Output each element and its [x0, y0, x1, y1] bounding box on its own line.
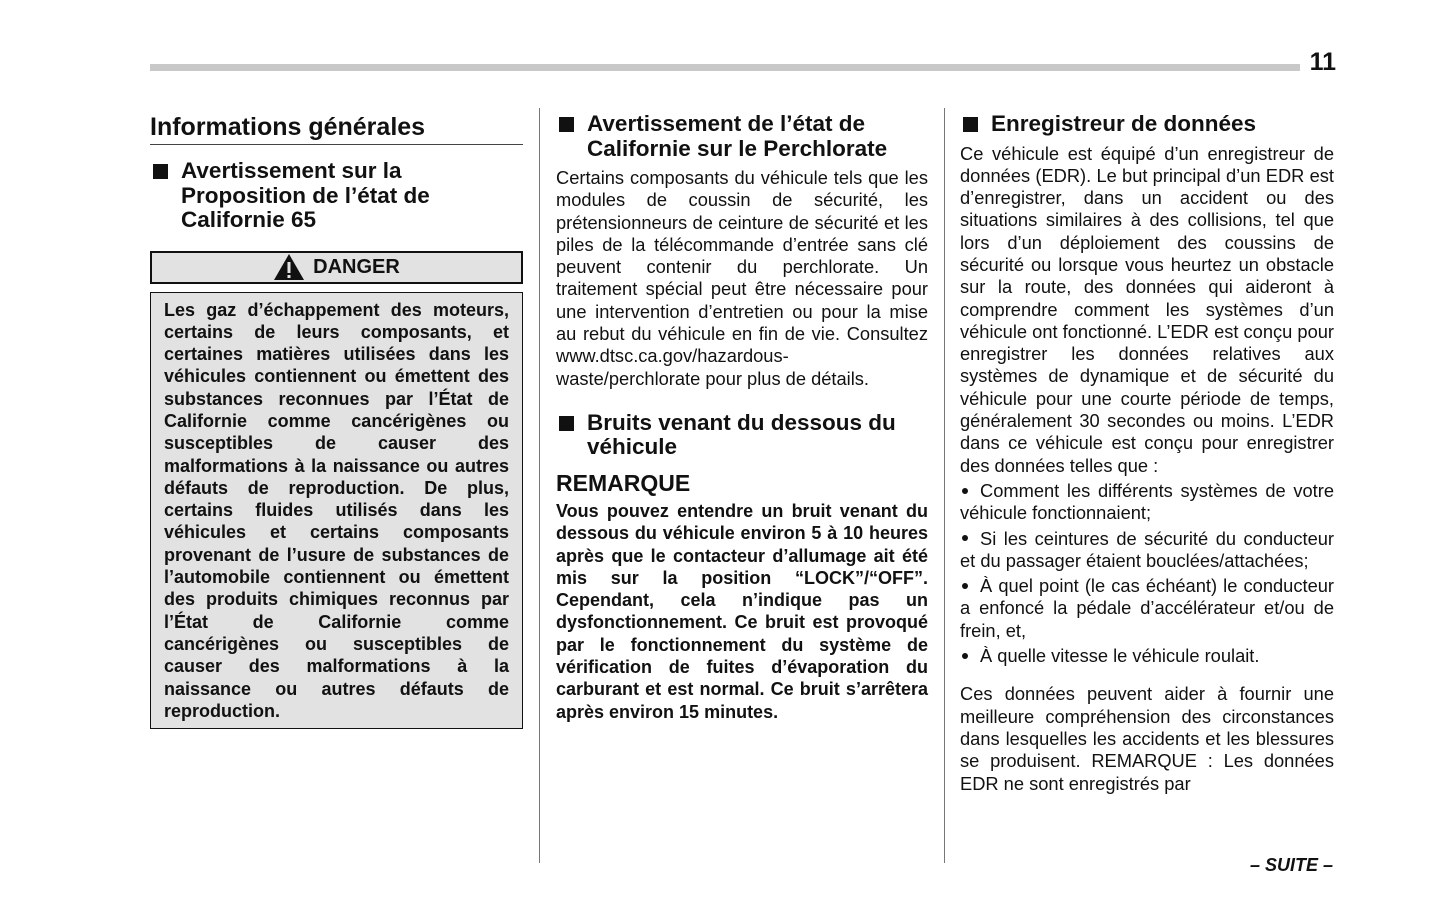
- page-number: 11: [1309, 48, 1336, 76]
- section-title: Informations générales: [150, 112, 523, 145]
- bullet-dot-icon: [962, 535, 968, 541]
- column-left: [150, 112, 523, 729]
- subsection-title: Bruits venant du dessous du véhicule: [587, 409, 896, 460]
- remark-title: REMARQUE: [556, 469, 691, 496]
- list-item: Comment les différents systèmes de votre véhicule fonctionnaient;: [960, 479, 1334, 524]
- danger-box: [150, 292, 523, 730]
- square-bullet-icon: [559, 117, 574, 132]
- bullet-dot-icon: [962, 488, 968, 494]
- column-middle: [556, 112, 928, 723]
- danger-text: Les gaz d’échappement des moteurs, certains de leurs composants, et certaines matières utilisées dans les véhicules contiennent ou émettent des substances reconnues par l’État de Californie comme cancérigènes ou susceptibles de causer des malformations à la naissance ou autres défauts de reproduction. De plus, certains fluides utilisés dans les véhicules et certains composants provenant de l’usure de substances de l’automobile contiennent ou émettent des produits chimiques reconnus par l’État de Californie comme cancérigènes ou susceptibles de causer des malformations à la naissance ou autres défauts de reproduction.: [164, 299, 509, 721]
- subsection-title: Avertissement sur la Proposition de l’état de Californie 65: [181, 158, 430, 232]
- perchlorate-paragraph: Certains composants du véhicule tels que les modules de coussin de sécurité, les prétensionneurs de ceinture de sécurité et les piles de la télécommande d’entrée sans clé peuvent contenir du perchlorate. Un traitement spécial peut être nécessaire pour une intervention d’entretien ou pour la mise au rebut du véhicule en fin de vie. Consultez www.dtsc.ca.gov/hazardous-waste/perchlorate pour plus de détails.: [556, 167, 928, 389]
- bullet-dot-icon: [962, 583, 968, 589]
- header-rule: [150, 64, 1300, 71]
- warning-triangle-icon: [273, 253, 305, 281]
- danger-label: DANGER: [313, 255, 400, 278]
- subsection-title: Avertissement de l’état de Californie sur le Perchlorate: [587, 111, 888, 161]
- edr-intro-paragraph: Ce véhicule est équipé d’un enregistreur de données (EDR). Le but principal d’un EDR est d’enregistrer, dans un accident ou des situations similaires à des collisions, tel que lors d’un déploiement des coussins de sécurité ou lorsque vous heurtez un obstacle sur la route, des données qui aideront à comprendre comment les systèmes d’un véhicule ont fonctionné. L’EDR est conçu pour enregistrer les données relatives aux systèmes de dynamique et de sécurité du véhicule pour une courte période de temps, généralement 30 secondes ou moins. L’EDR dans ce véhicule est conçu pour enregistrer des données telles que :: [960, 142, 1334, 476]
- edr-bullet-list: [960, 480, 1334, 667]
- list-item: À quelle vitesse le véhicule roulait.: [960, 645, 1334, 667]
- danger-header: [150, 251, 523, 284]
- subsection-edr: [960, 112, 1334, 137]
- remark-text: Vous pouvez entendre un bruit venant du dessous du véhicule environ 5 à 10 heures après que le contacteur d’allumage ait été mis sur la position “LOCK”/“OFF”. Cependant, cela n’indique pas un dysfonctionnement. Ce bruit est provoqué par le fonctionnement du système de vérification de fuites d’évaporation du carburant et est normal. Ce bruit s’arrêtera après environ 15 minutes.: [556, 500, 928, 722]
- column-right: [960, 112, 1334, 795]
- column-divider: [944, 108, 945, 863]
- bullet-dot-icon: [962, 653, 968, 659]
- square-bullet-icon: [153, 164, 168, 179]
- subsection-prop65: [150, 159, 523, 233]
- continued-marker: – SUITE –: [1249, 855, 1333, 875]
- subsection-perchlorate: [556, 112, 928, 161]
- subsection-noise: [556, 411, 928, 460]
- column-divider: [539, 108, 540, 863]
- subsection-title: Enregistreur de données: [991, 111, 1257, 136]
- edr-closing-paragraph: Ces données peuvent aider à fournir une meilleure compréhension des circonstances dans lesquelles les accidents et les blessures se produisent. REMARQUE : Les données EDR ne sont enregistrés par: [960, 683, 1334, 794]
- square-bullet-icon: [963, 117, 978, 132]
- list-item: À quel point (le cas échéant) le conducteur a enfoncé la pédale d’accélérateur et/ou de frein, et,: [960, 575, 1334, 641]
- square-bullet-icon: [559, 416, 574, 431]
- list-item: Si les ceintures de sécurité du conducteur et du passager étaient bouclées/attachées;: [960, 527, 1334, 571]
